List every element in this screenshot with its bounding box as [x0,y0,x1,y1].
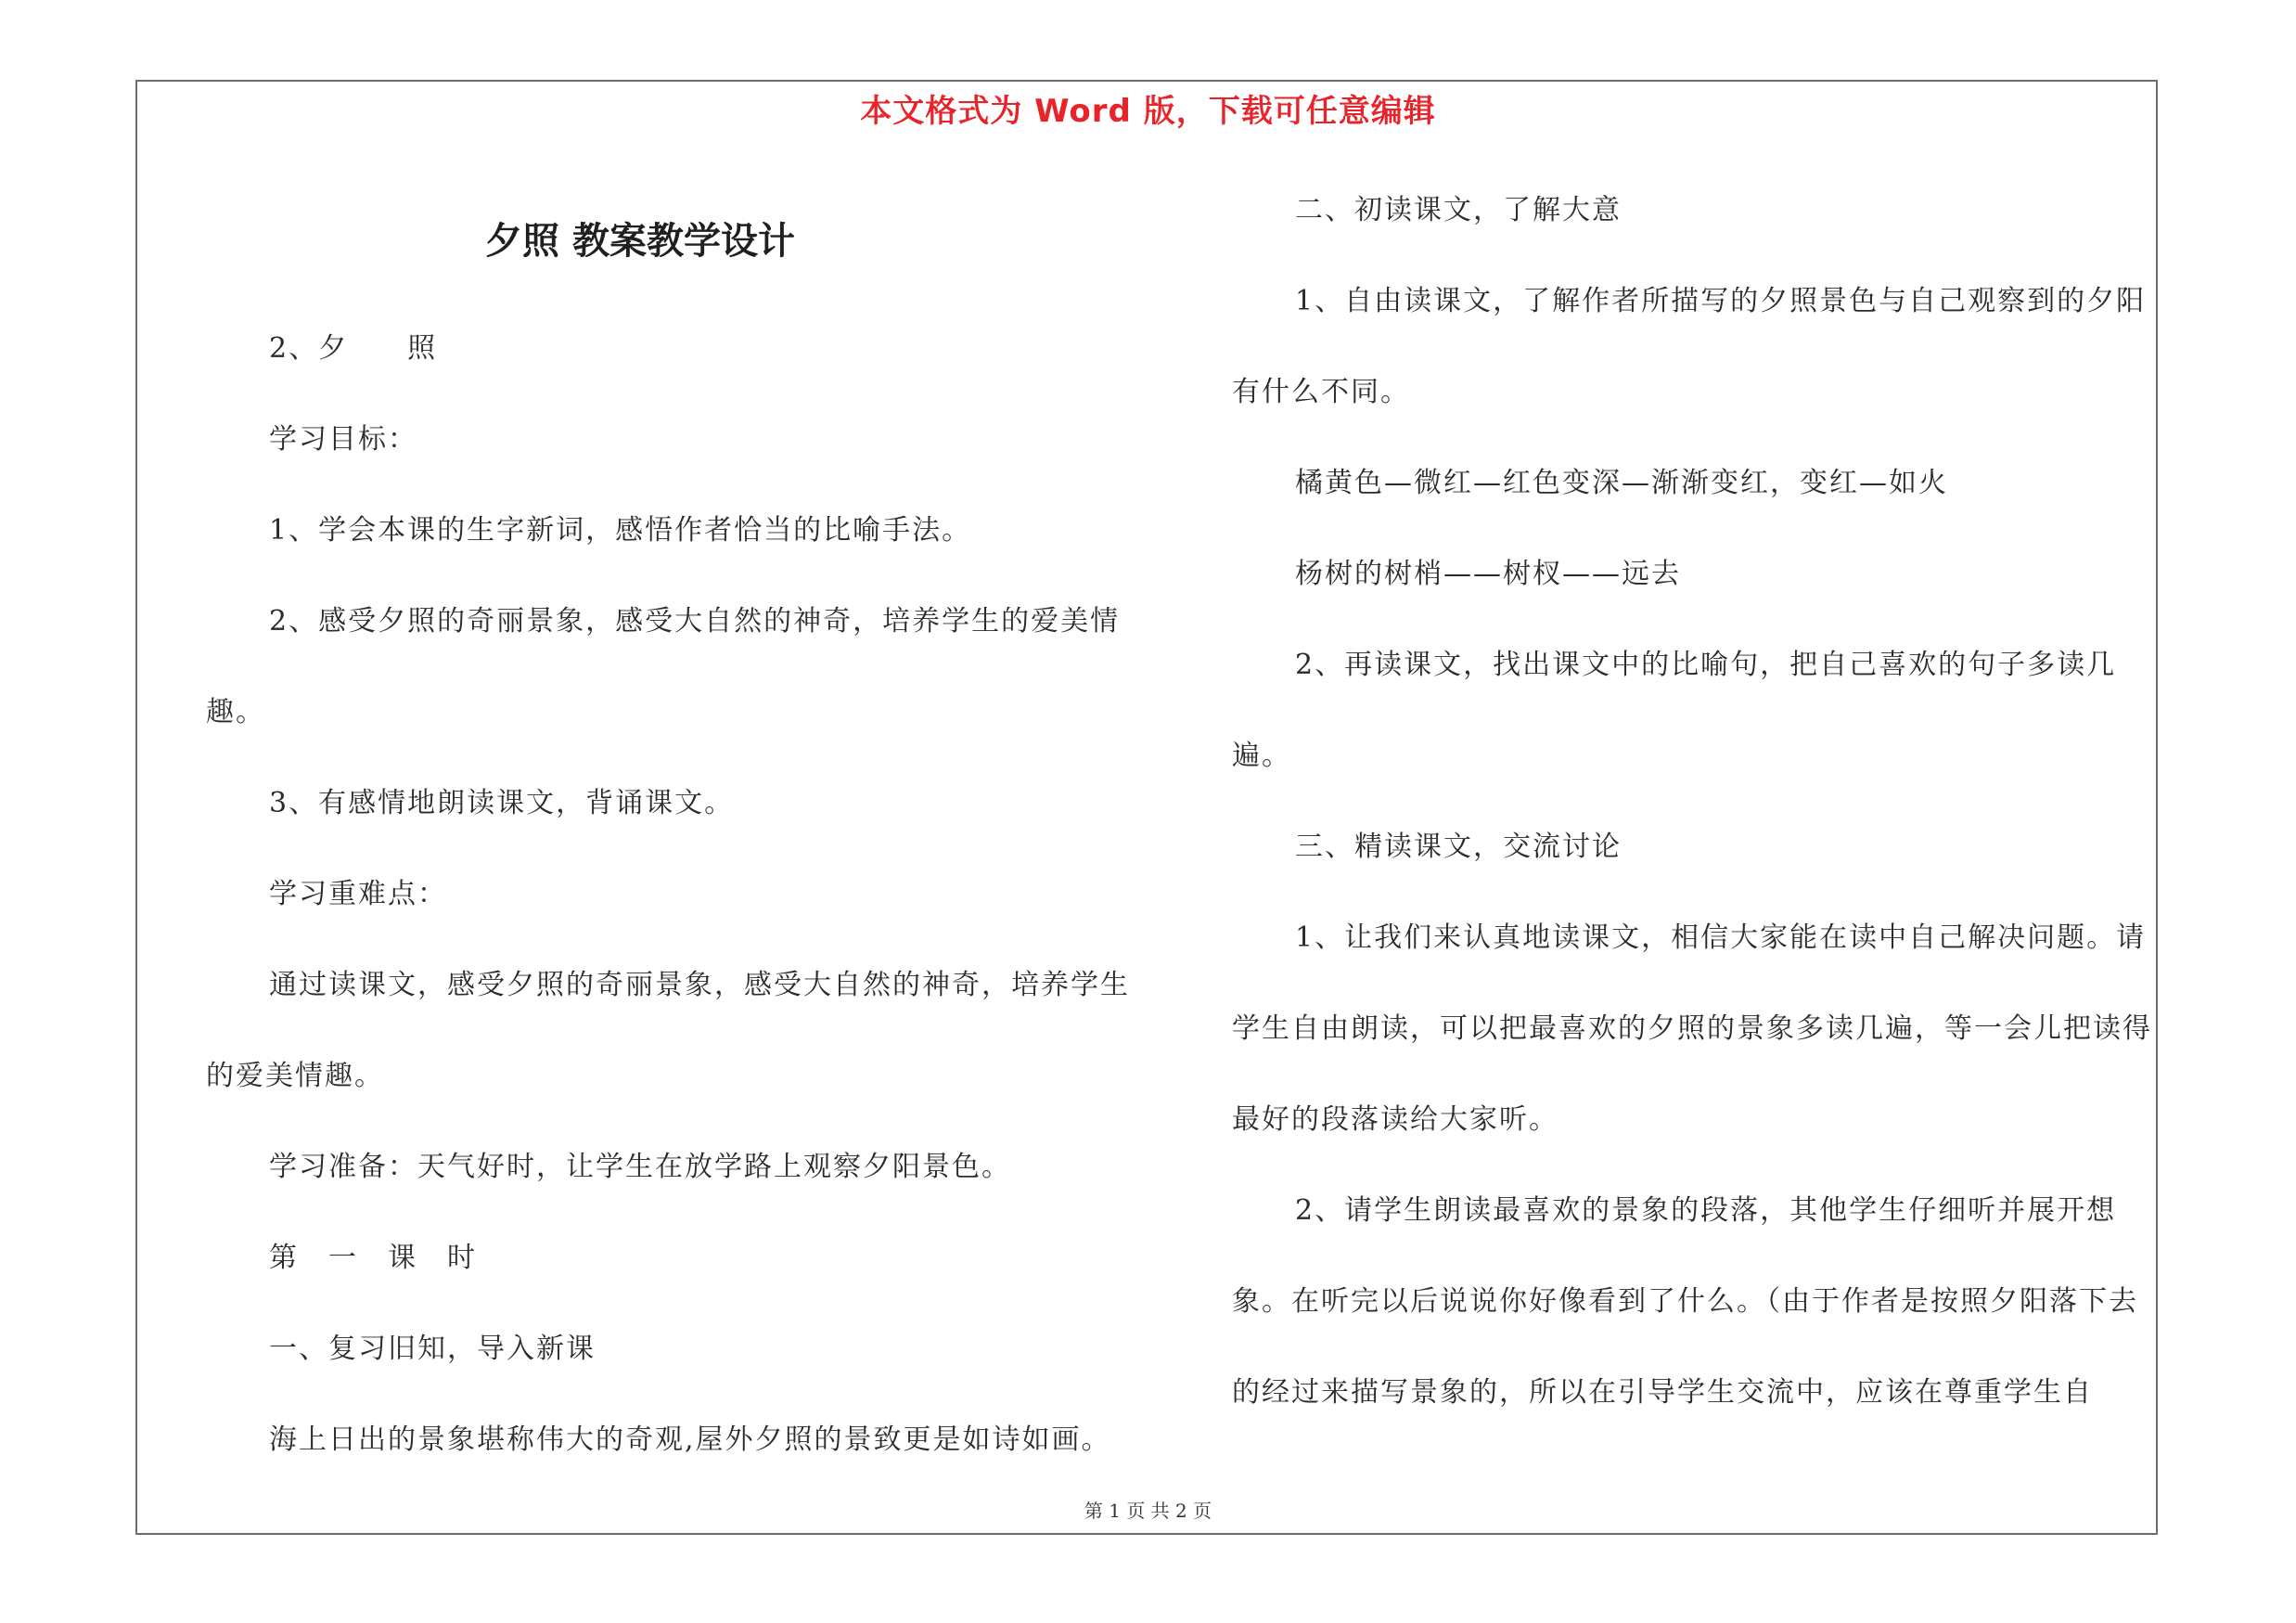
right-column [1232,165,2152,1438]
section-two-item-2: 2、再读课文，找出课文中的比喻句，把自己喜欢的句子多读几遍。 [1232,649,2117,772]
goal-item-2: 2、感受夕照的奇丽景象，感受大自然的神奇，培养学生的爱美情趣。 [206,605,1121,728]
section-three-heading: 三、精读课文，交流讨论 [1295,831,1622,863]
section-three-item-2: 2、请学生朗读最喜欢的景象的段落，其他学生仔细听并展开想象。在听完以后说说你好像看到了什么。（由于作者是按照夕阳落下去的经过来描写景象的，所以在引导学生交流中，应该在尊重学生自 [1232,1194,2138,1409]
color-sequence: 橘黄色—微红—红色变深—渐渐变红，变红—如火 [1295,467,1948,499]
lesson-period-heading: 第 一 课 时 [269,1242,477,1274]
section-one-heading: 一、复习旧知，导入新课 [269,1333,596,1365]
goal-item-3: 3、有感情地朗读课文，背诵课文。 [269,787,735,819]
lesson-number: 2、夕 照 [269,332,438,365]
page-footer: 第 1 页 共 2 页 [1084,1500,1212,1522]
section-two-heading: 二、初读课文，了解大意 [1295,194,1622,226]
key-points-heading: 学习重难点： [269,878,447,910]
goal-item-1: 1、学会本课的生字新词，感悟作者恰当的比喻手法。 [269,514,972,547]
position-sequence: 杨树的树梢——树杈——远去 [1295,558,1681,590]
document-title: 夕照 教案教学设计 [485,220,795,263]
preparation-text: 学习准备：天气好时，让学生在放学路上观察夕阳景色。 [269,1151,1011,1183]
learning-goals-heading: 学习目标： [269,423,417,456]
section-three-item-1: 1、让我们来认真地读课文，相信大家能在读中自己解决问题。请学生自由朗读，可以把最喜欢的夕照的景象多读几遍，等一会儿把读得最好的段落读给大家听。 [1232,921,2152,1136]
left-column [206,303,1148,1486]
section-two-item-1: 1、自由读课文，了解作者所描写的夕照景色与自己观察到的夕阳有什么不同。 [1232,285,2147,408]
section-one-text: 海上日出的景象堪称伟大的奇观,屋外夕照的景致更是如诗如画。 [269,1423,1111,1456]
format-banner: 本文格式为 Word 版，下载可任意编辑 [860,93,1436,130]
key-points-text: 通过读课文，感受夕照的奇丽景象，感受大自然的神奇，培养学生的爱美情趣。 [206,969,1130,1092]
